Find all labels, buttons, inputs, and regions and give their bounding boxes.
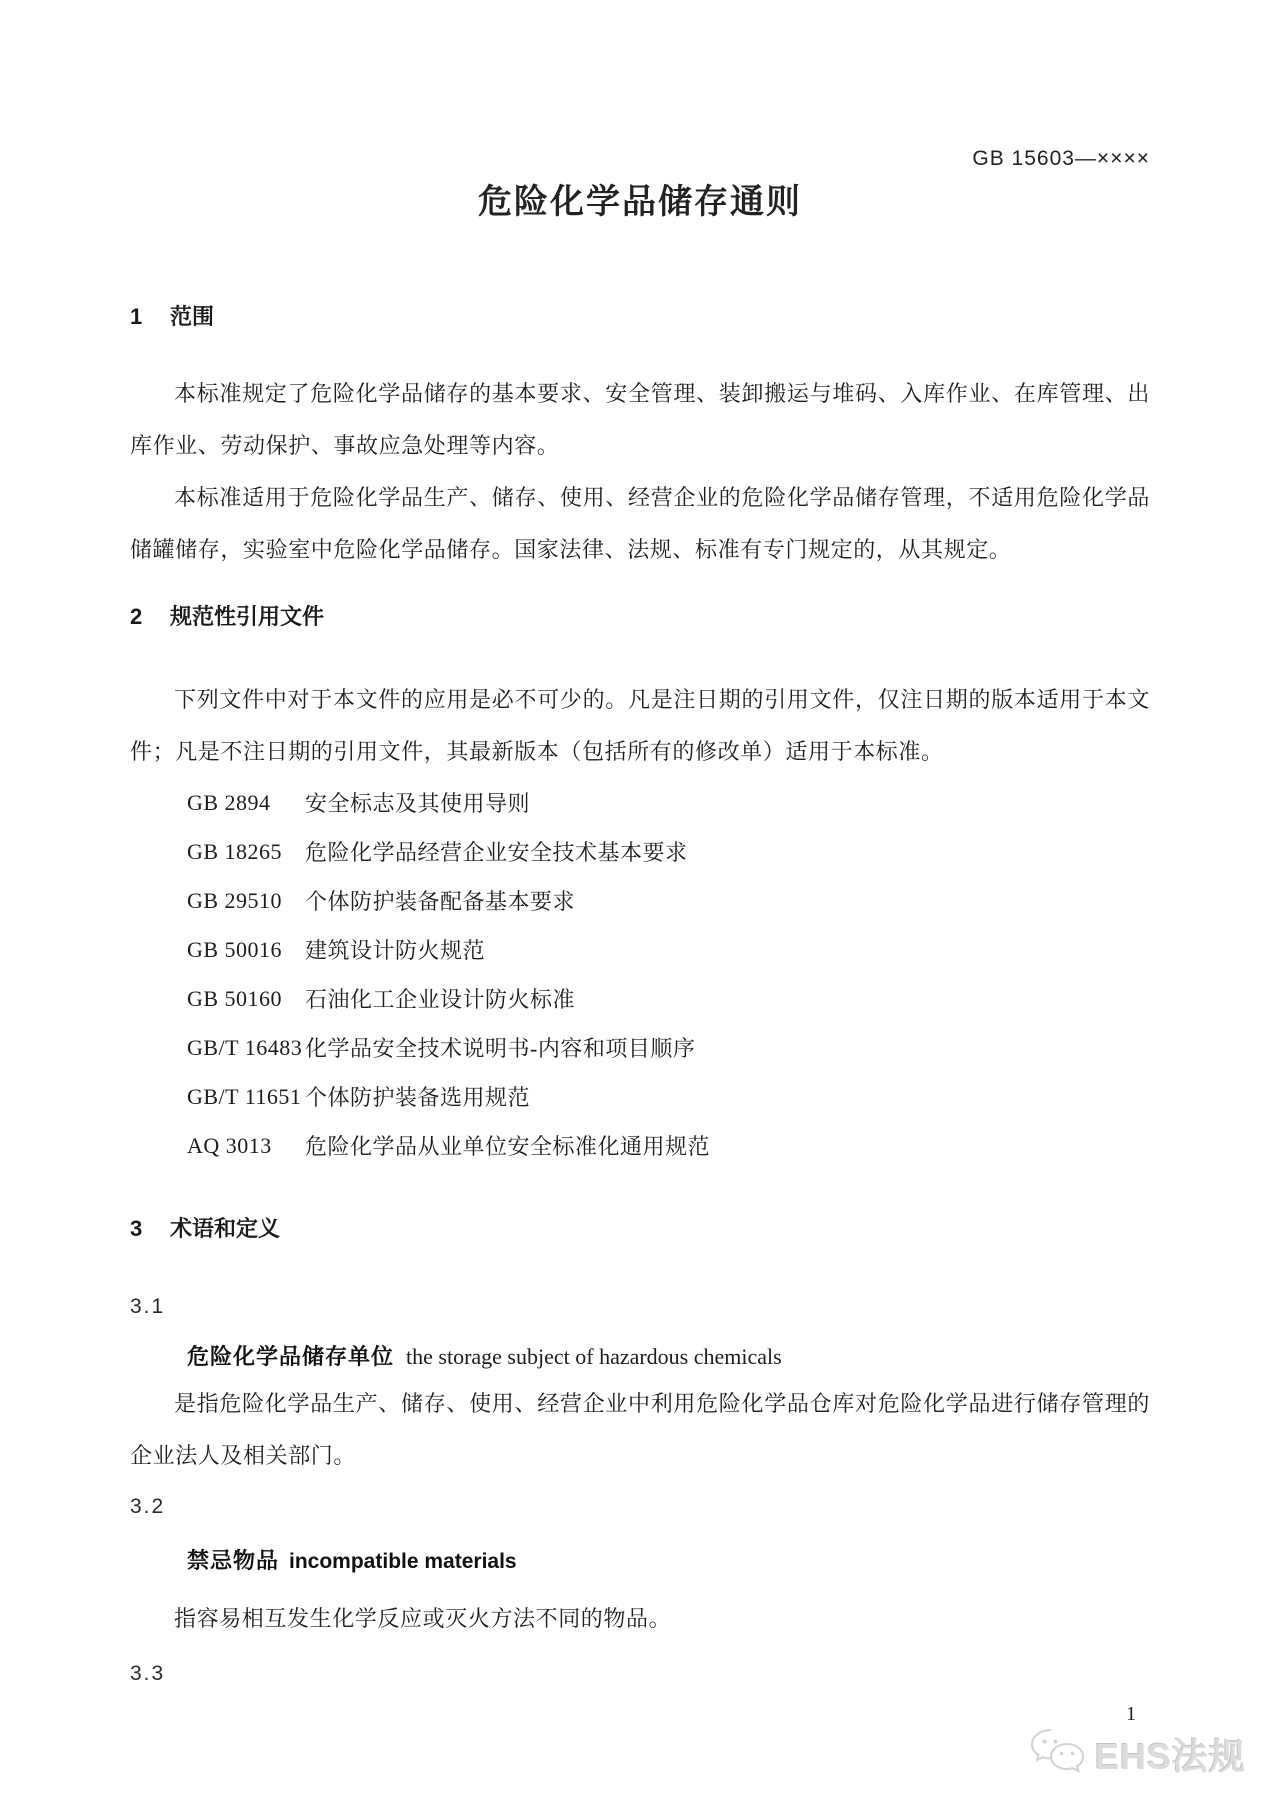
section-1-heading	[130, 302, 1150, 332]
reference-code: GB 50160	[187, 985, 283, 1011]
reference-title: 个体防护装备配备基本要求	[305, 889, 576, 914]
reference-title: 危险化学品从业单位安全标准化通用规范	[305, 1134, 711, 1159]
reference-row	[130, 974, 1150, 1023]
reference-row	[130, 1072, 1150, 1121]
section-3-label: 术语和定义	[170, 1216, 281, 1241]
reference-title: 个体防护装备选用规范	[305, 1085, 531, 1110]
reference-code: GB 29510	[187, 887, 283, 913]
term-3-1-chinese: 危险化学品储存单位	[187, 1344, 395, 1369]
clause-3-3-number: 3.3	[130, 1662, 166, 1685]
reference-row	[130, 1023, 1150, 1072]
reference-code: GB 2894	[187, 789, 271, 815]
term-3-2-definition: 指容易相互发生化学反应或灭火方法不同的物品。	[174, 1606, 672, 1631]
reference-title: 石油化工企业设计防火标准	[305, 987, 576, 1012]
term-3-1-english: the storage subject of hazardous chemicals	[406, 1344, 782, 1369]
section-1-body	[130, 368, 1150, 576]
reference-title: 安全标志及其使用导则	[305, 791, 531, 816]
reference-title: 建筑设计防火规范	[305, 938, 486, 963]
term-3-1	[130, 1342, 1150, 1372]
paragraph: 本标准适用于危险化学品生产、储存、使用、经营企业的危险化学品储存管理，不适用危险化学品储罐储存，实验室中危险化学品储存。国家法律、法规、标准有专门规定的，从其规定。	[130, 485, 1150, 562]
section-3-number: 3	[130, 1216, 143, 1241]
watermark-label: EHS法规	[1094, 1736, 1246, 1777]
section-1-label: 范围	[170, 304, 215, 329]
reference-row	[130, 827, 1150, 876]
reference-code: GB/T 11651	[187, 1083, 302, 1109]
references-list	[130, 778, 1150, 1170]
clause-3-1-number: 3.1	[130, 1295, 166, 1318]
term-3-2-english: incompatible materials	[289, 1550, 517, 1573]
section-2-number: 2	[130, 604, 143, 629]
section-1-number: 1	[130, 304, 143, 329]
reference-code: GB 18265	[187, 838, 283, 864]
term-3-2-chinese: 禁忌物品	[187, 1548, 280, 1573]
reference-row	[130, 925, 1150, 974]
wechat-icon	[1029, 1727, 1087, 1782]
clause-3-2-number: 3.2	[130, 1495, 166, 1518]
reference-code: GB 50016	[187, 936, 283, 962]
page-number: 1	[1126, 1703, 1136, 1725]
reference-title: 危险化学品经营企业安全技术基本要求	[305, 840, 688, 865]
term-3-2	[130, 1546, 1150, 1577]
section-3-heading	[130, 1214, 1150, 1244]
reference-row	[130, 1121, 1150, 1170]
page-title: 危险化学品储存通则	[478, 183, 802, 221]
paragraph: 本标准规定了危险化学品储存的基本要求、安全管理、装卸搬运与堆码、入库作业、在库管理、出库作业、劳动保护、事故应急处理等内容。	[130, 381, 1150, 458]
references-intro: 下列文件中对于本文件的应用是必不可少的。凡是注日期的引用文件，仅注日期的版本适用于本文件；凡是不注日期的引用文件，其最新版本（包括所有的修改单）适用于本标准。	[130, 687, 1150, 764]
reference-code: AQ 3013	[187, 1132, 272, 1158]
reference-title: 化学品安全技术说明书-内容和项目顺序	[305, 1036, 696, 1061]
watermark	[1029, 1727, 1246, 1782]
reference-code: GB/T 16483	[187, 1034, 303, 1060]
standard-number: GB 15603—××××	[972, 147, 1150, 170]
term-3-1-definition: 是指危险化学品生产、储存、使用、经营企业中利用危险化学品仓库对危险化学品进行储存管理的企业法人及相关部门。	[130, 1391, 1150, 1468]
reference-row	[130, 876, 1150, 925]
section-2-label: 规范性引用文件	[170, 604, 325, 629]
section-2-heading	[130, 602, 1150, 632]
reference-row	[130, 778, 1150, 827]
